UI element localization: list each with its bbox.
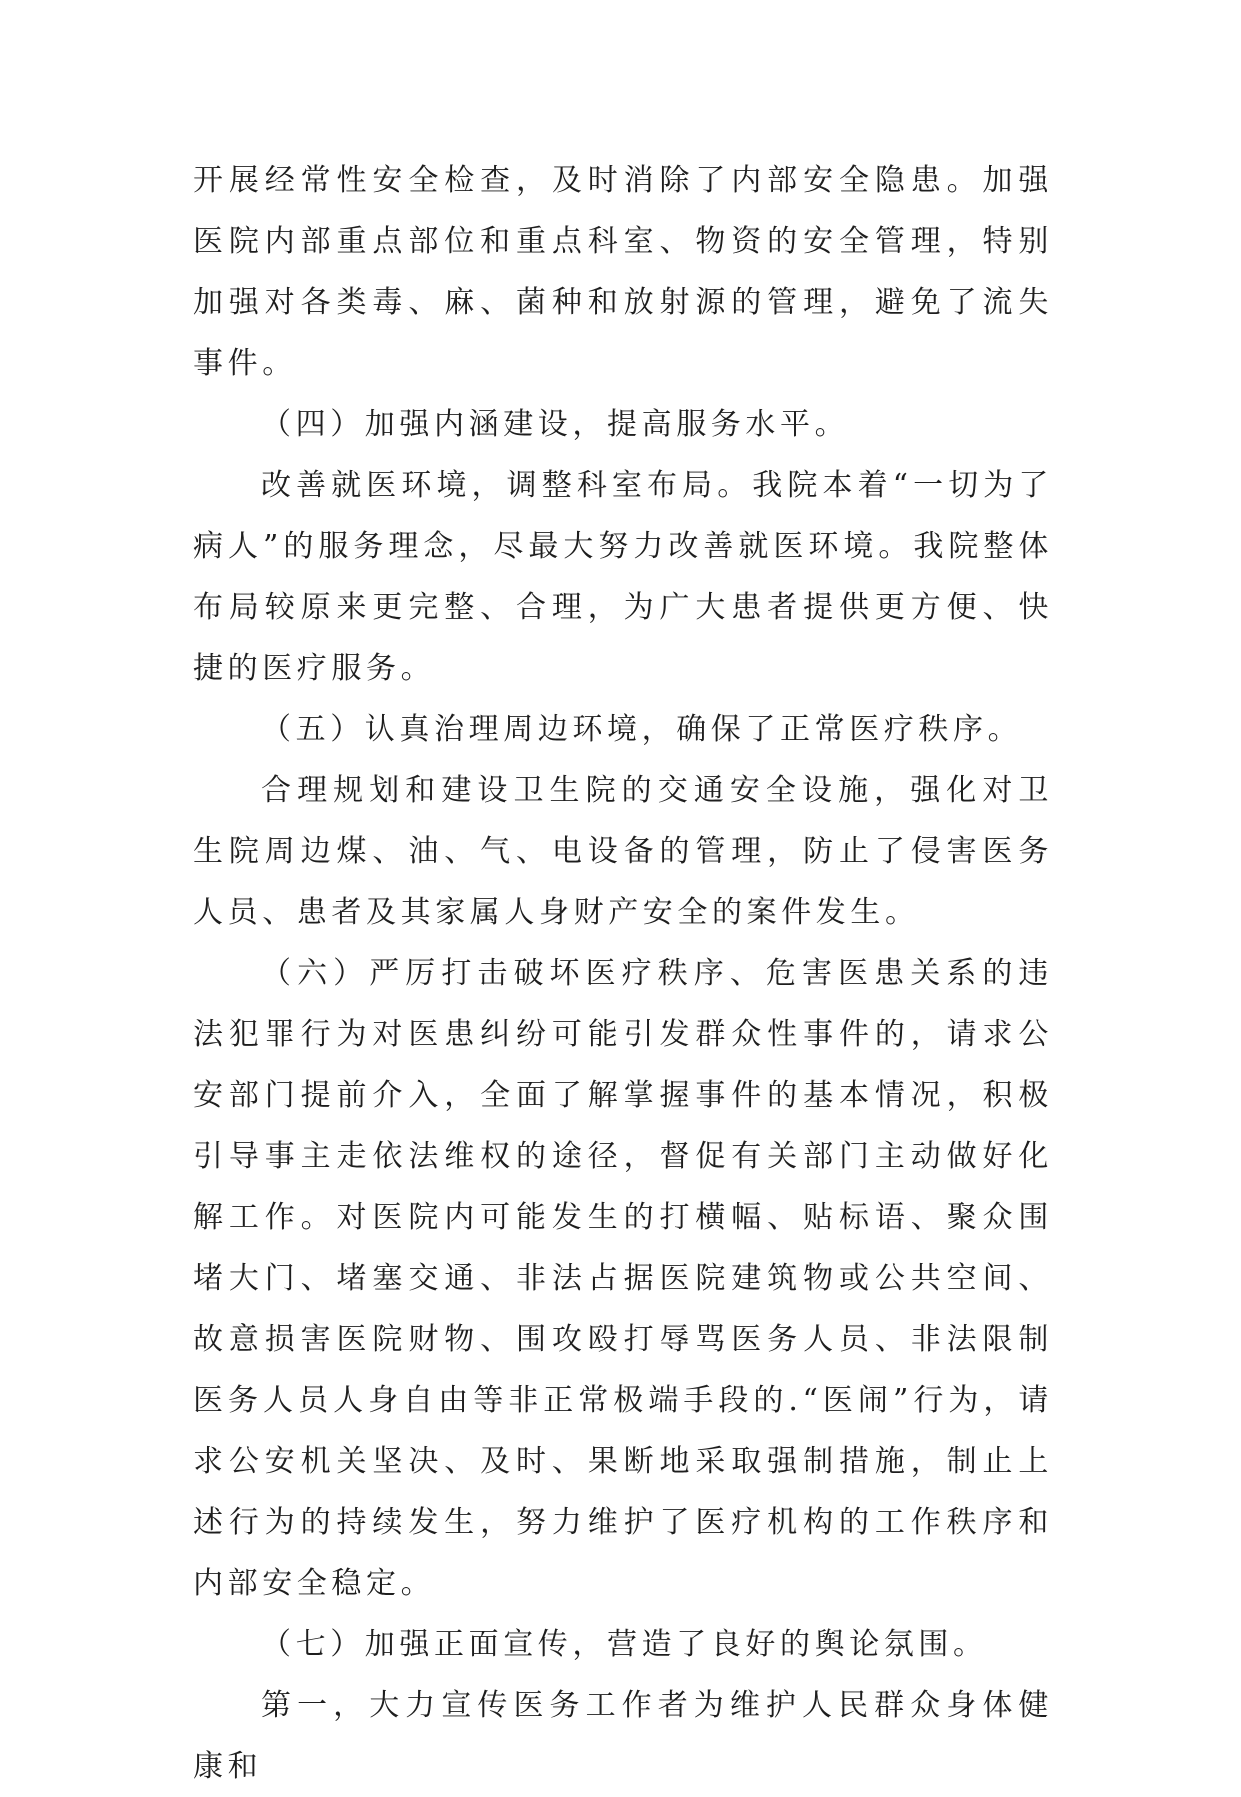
paragraph-medical-environment: 改善就医环境，调整科室布局。我院本着“一切为了病人”的服务理念，尽最大努力改善就医环境。我院整体布局较原来更完整、合理，为广大患者提供更方便、快捷的医疗服务。 [193,468,1053,686]
section-heading-six: （六）严厉打击破坏医疗秩序、危害医患关系的违法犯罪行为对医患纠纷可能引发群众性事件的，请求公安部门提前介入，全面了解掌握事件的基本情况，积极引导事主走依法维权的途径，督促有关部门主动做好化解工作。对医院内可能发生的打横幅、贴标语、聚众围堵大门、堵塞交通、非法占据医院建筑物或公共空间、故意损害医院财物、围攻殴打辱骂医务人员、非法限制医务人员人身自由等非正常极端手段的.“医闹”行为，请求公安机关坚决、及时、果断地采取强制措施，制止上述行为的持续发生，努力维护了医疗机构的工作秩序和内部安全稳定。 [193,956,1053,1601]
section-heading-four: （四）加强内涵建设，提高服务水平。 [261,407,850,442]
document-body [193,150,1053,1797]
paragraph-traffic-safety: 合理规划和建设卫生院的交通安全设施，强化对卫生院周边煤、油、气、电设备的管理，防止了侵害医务人员、患者及其家属人身财产安全的案件发生。 [193,773,1053,930]
paragraph-security-checks: 开展经常性安全检查，及时消除了内部安全隐患。加强医院内部重点部位和重点科室、物资的安全管理，特别加强对各类毒、麻、菌种和放射源的管理，避免了流失事件。 [193,163,1053,381]
section-heading-five: （五）认真治理周边环境，确保了正常医疗秩序。 [261,712,1023,747]
paragraph-publicity: 第一，大力宣传医务工作者为维护人民群众身体健康和 [193,1688,1053,1784]
section-heading-seven: （七）加强正面宣传，营造了良好的舆论氛围。 [261,1627,988,1662]
